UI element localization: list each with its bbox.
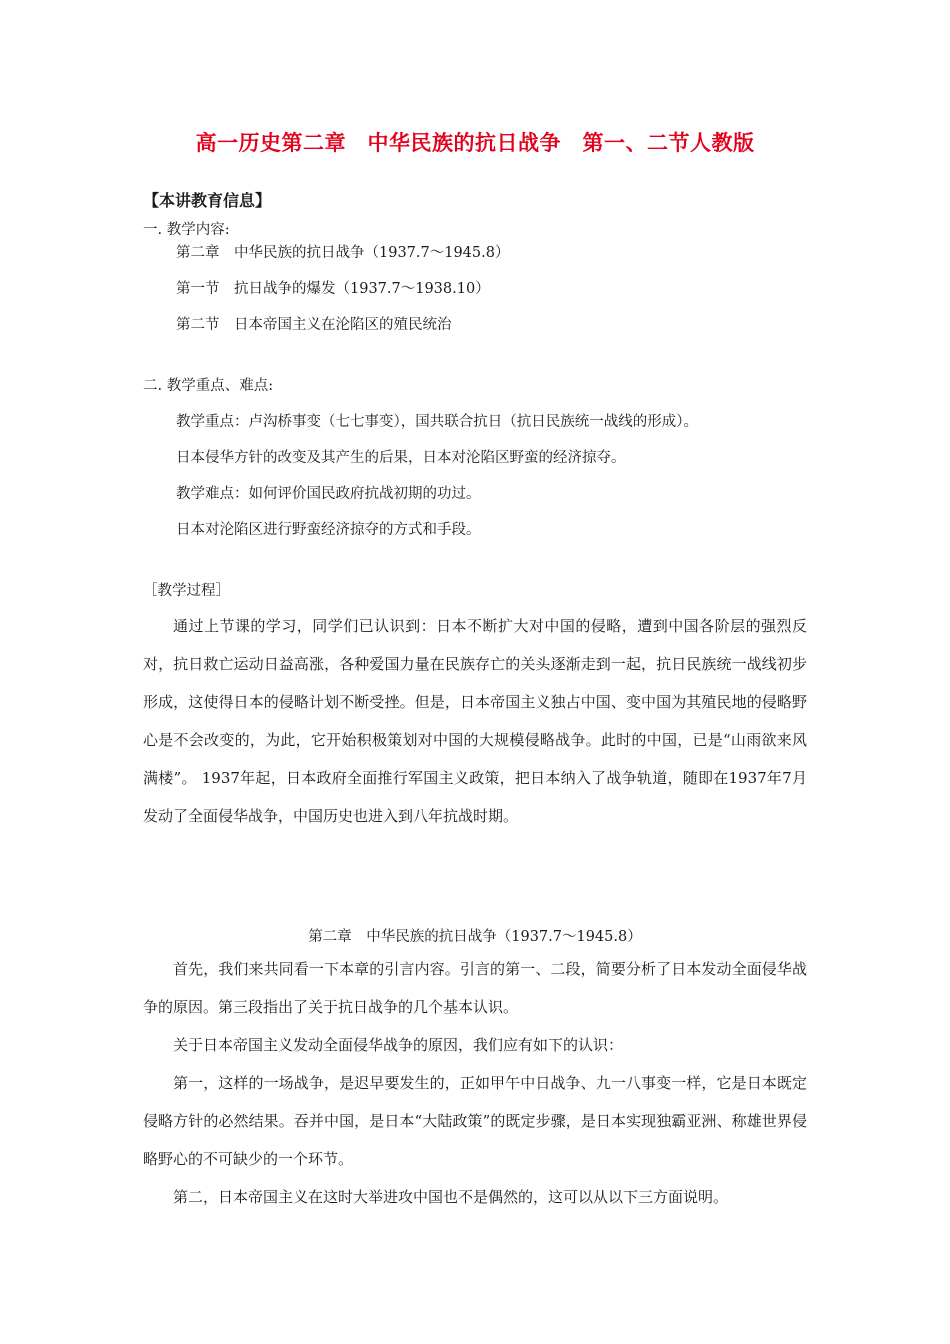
body-paragraph: 第二，日本帝国主义在这时大举进攻中国也不是偶然的，这可以从以下三方面说明。 [173,1188,729,1206]
body-paragraph: 首先，我们来共同看一下本章的引言内容。引言的第一、二段，简要分析了日本发动全面侵华战争的原因。第三段指出了关于抗日战争的几个基本认识。 [143,960,807,1016]
body-paragraph: 第一，这样的一场战争，是迟早要发生的，正如甲午中日战争、九一八事变一样，它是日本既定侵略方针的必然结果。吞并中国，是日本“大陆政策”的既定步骤，是日本实现独霸亚洲、称雄世界侵略野心的不可缺少的一个环节。 [143,1074,807,1168]
section1-item: 第二节 日本帝国主义在沦陷区的殖民统治 [176,317,452,333]
section1-item: 第一节 抗日战争的爆发（1937.7～1938.10） [176,281,490,297]
process-heading: ［教学过程］ [143,583,230,599]
section1-heading: 一. 教学内容: [143,222,230,238]
section2-item: 日本对沦陷区进行野蛮经济掠夺的方式和手段。 [176,522,481,538]
chapter-heading: 第二章 中华民族的抗日战争（1937.7～1945.8） [308,929,642,945]
body-paragraph: 关于日本帝国主义发动全面侵华战争的原因，我们应有如下的认识： [173,1036,624,1054]
process-intro-paragraph: 通过上节课的学习，同学们已认识到：日本不断扩大对中国的侵略，遭到中国各阶层的强烈反对，抗日救亡运动日益高涨，各种爱国力量在民族存亡的关头逐渐走到一起，抗日民族统一战线初步形成，这使得日本的侵略计划不断受挫。但是，日本帝国主义独占中国、变中国为其殖民地的侵略野心是不会改变的，为此，它开始积极策划对中国的大规模侵略战争。此时的中国，已是“山雨欲来风满楼”。 1937年起，日本政府全面推行军国主义政策，把日本纳入了战争轨道，随即在1937年7月发动了全面侵华战争，中国历史也进入到八年抗战时期。 [143,617,807,825]
section2-heading: 二. 教学重点、难点: [143,378,274,394]
section2-item: 日本侵华方针的改变及其产生的后果，日本对沦陷区野蛮的经济掠夺。 [176,450,626,466]
page-title: 高一历史第二章 中华民族的抗日战争 第一、二节人教版 [195,131,755,155]
section2-item: 教学难点：如何评价国民政府抗战初期的功过。 [176,486,481,502]
info-heading: 【本讲教育信息】 [143,191,272,210]
section1-item: 第二章 中华民族的抗日战争（1937.7～1945.8） [176,245,510,261]
section2-item: 教学重点：卢沟桥事变（七七事变），国共联合抗日（抗日民族统一战线的形成）。 [176,414,698,430]
